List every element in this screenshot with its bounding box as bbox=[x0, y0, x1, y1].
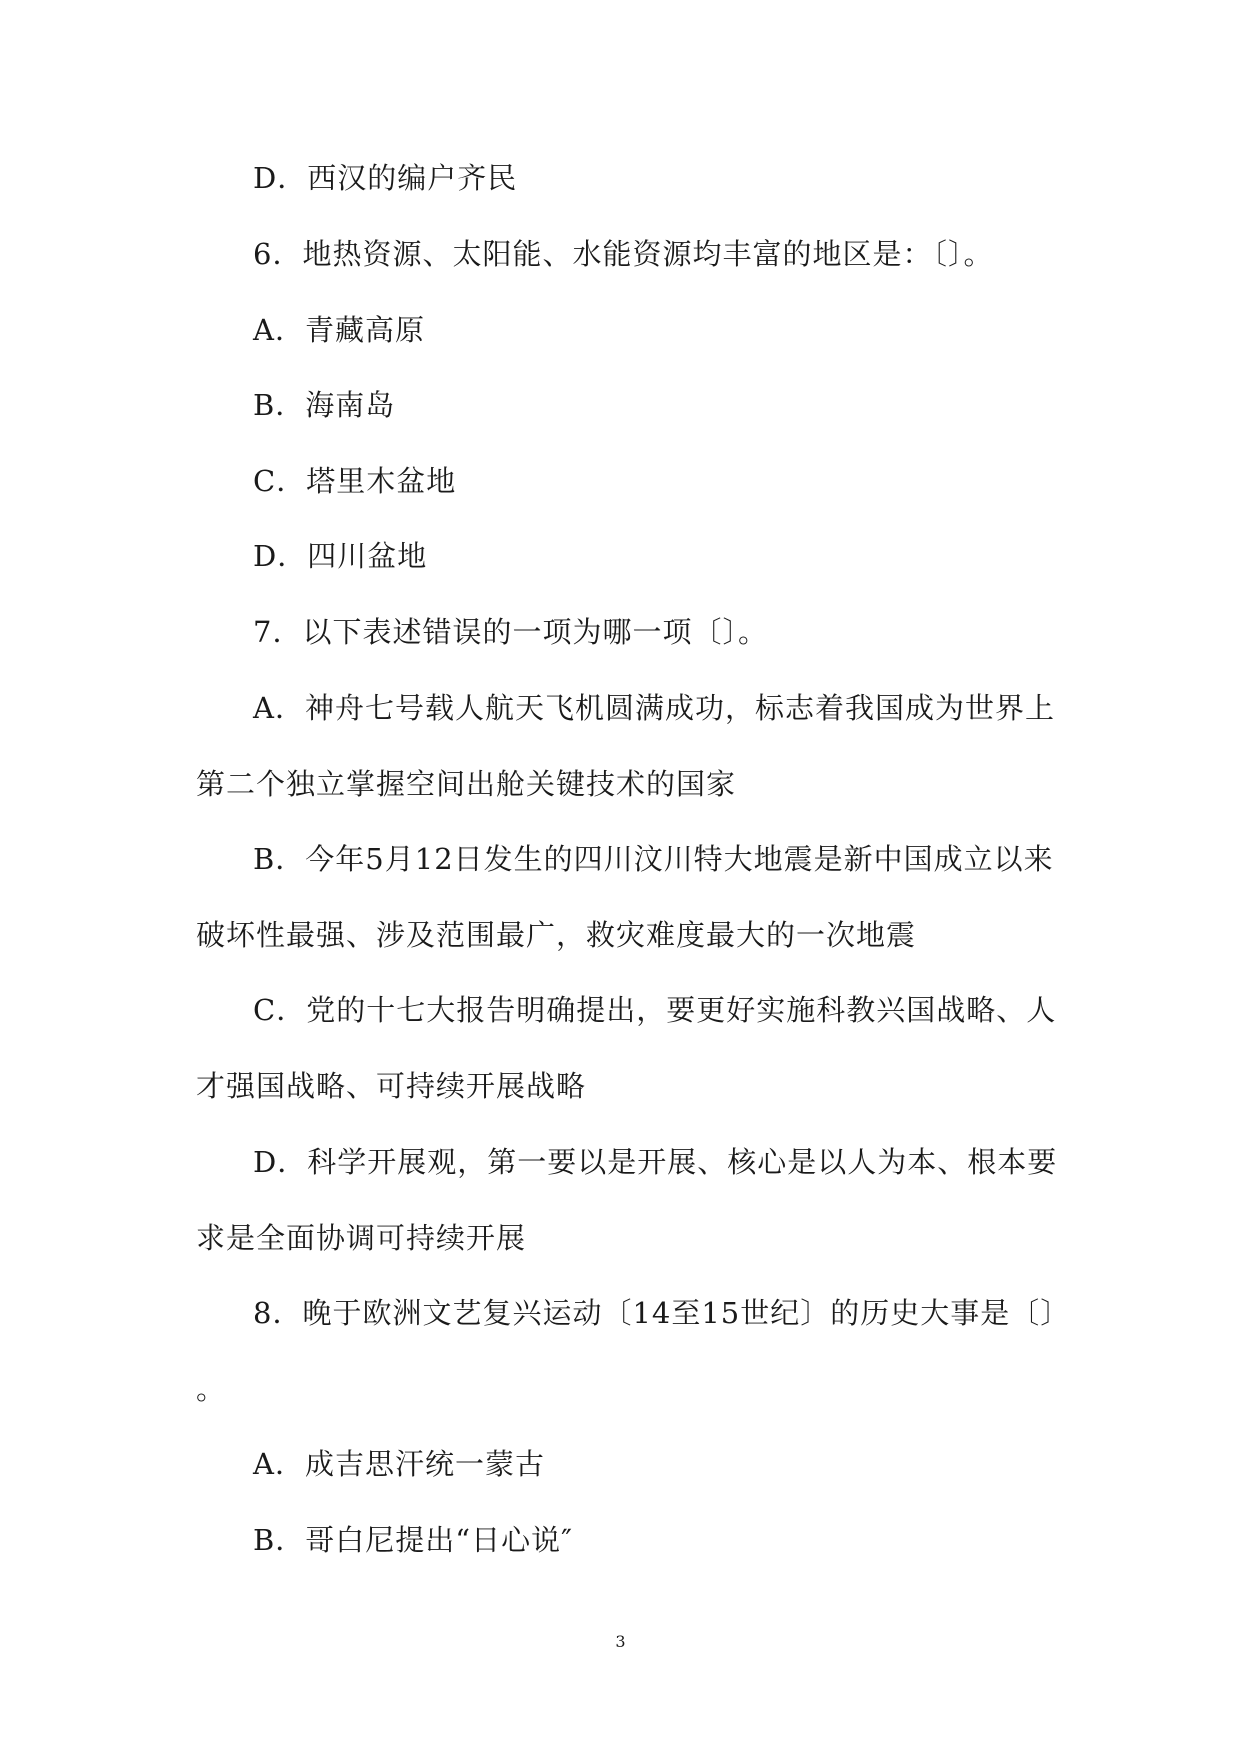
option-6d: D．四川盆地 bbox=[253, 539, 428, 573]
option-7c-line-1: C．党的十七大报告明确提出，要更好实施科教兴国战略、人 bbox=[253, 993, 1057, 1027]
option-7a-line-1: A．神舟七号载人航天飞机圆满成功，标志着我国成为世界上 bbox=[253, 691, 1055, 725]
option-8b: B．哥白尼提出“日心说″ bbox=[253, 1523, 573, 1557]
page-number: 3 bbox=[615, 1632, 626, 1651]
option-7a-line-2: 第二个独立掌握空间出舱关键技术的国家 bbox=[196, 767, 737, 801]
option-7b-line-1: B．今年5月12日发生的四川汶川特大地震是新中国成立以来 bbox=[253, 842, 1054, 876]
option-5d: D．西汉的编户齐民 bbox=[253, 161, 518, 195]
question-8-line-1: 8．晚于欧洲文艺复兴运动〔14至15世纪〕的历史大事是〔〕 bbox=[253, 1296, 1071, 1330]
option-7c-line-2: 才强国战略、可持续开展战略 bbox=[196, 1069, 587, 1103]
option-7b-line-2: 破坏性最强、涉及范围最广，救灾难度最大的一次地震 bbox=[196, 918, 917, 952]
option-7d-line-1: D．科学开展观，第一要以是开展、核心是以人为本、根本要 bbox=[253, 1145, 1058, 1179]
option-8a: A．成吉思汗统一蒙古 bbox=[253, 1447, 545, 1481]
question-8-line-2: 。 bbox=[196, 1372, 227, 1406]
question-6: 6．地热资源、太阳能、水能资源均丰富的地区是：〔〕。 bbox=[253, 237, 994, 271]
option-6a: A．青藏高原 bbox=[253, 313, 425, 347]
option-6c: C．塔里木盆地 bbox=[253, 464, 457, 498]
question-7: 7．以下表述错误的一项为哪一项〔〕。 bbox=[253, 615, 768, 649]
option-7d-line-2: 求是全面协调可持续开展 bbox=[196, 1221, 527, 1255]
option-6b: B．海南岛 bbox=[253, 388, 396, 422]
